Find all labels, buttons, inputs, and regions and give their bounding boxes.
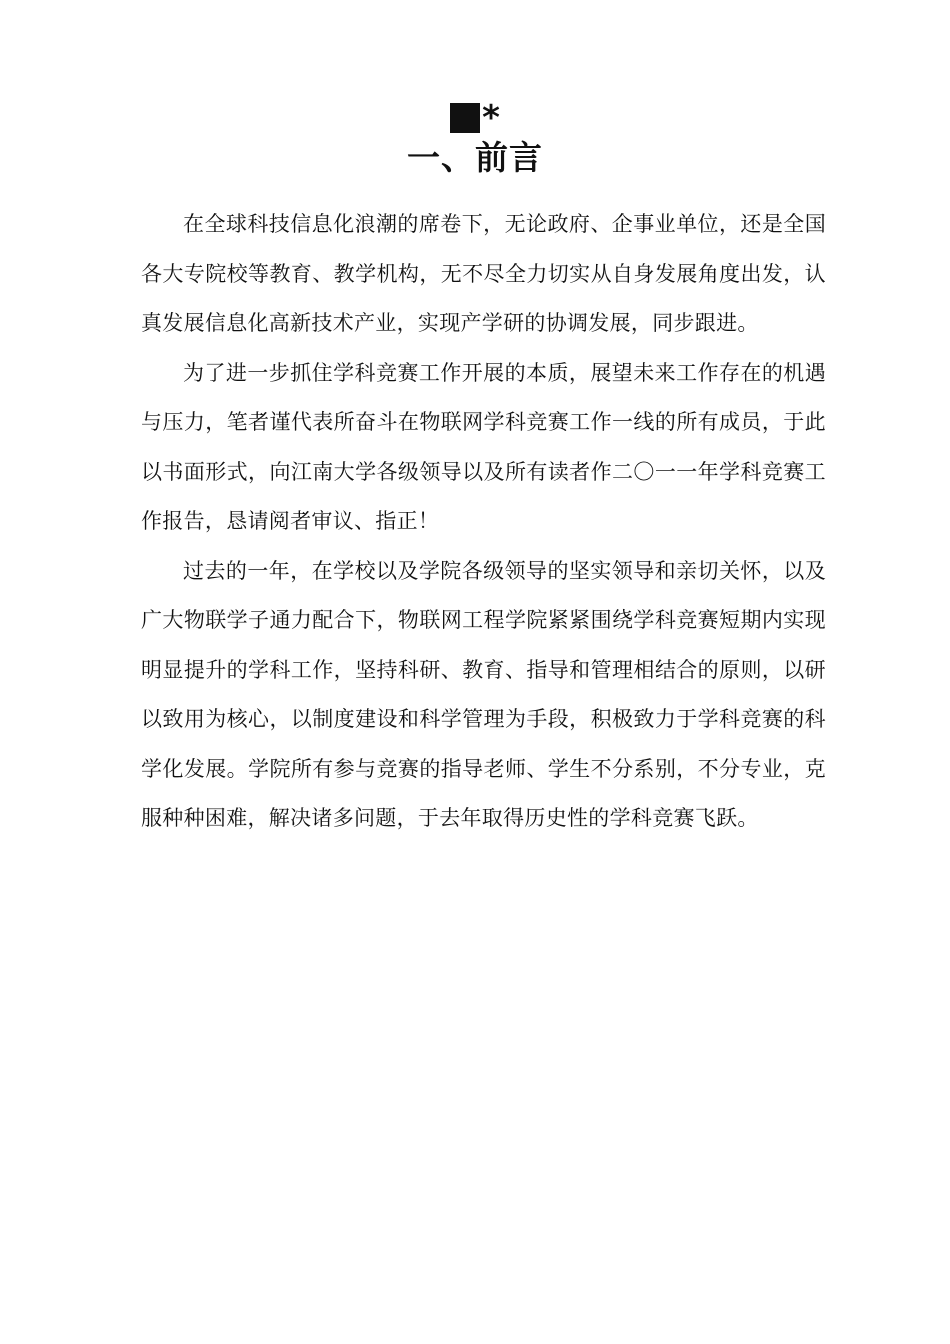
section-title: 一、前言 — [407, 138, 543, 177]
paragraph-2: 为了进一步抓住学科竞赛工作开展的本质，展望未来工作存在的机遇与压力，笔者谨代表所奋斗在物联网学科竞赛工作一线的所有成员，于此以书面形式，向江南大学各级领导以及所有读者作二〇一一年学科竞赛工作报告，恳请阅者审议、指正！ — [141, 360, 826, 533]
black-square-mark — [450, 103, 480, 133]
paragraph-3: 过去的一年，在学校以及学院各级领导的坚实领导和亲切关怀，以及广大物联学子通力配合下，物联网工程学院紧紧围绕学科竞赛短期内实现明显提升的学科工作，坚持科研、教育、指导和管理相结合的原则，以研以致用为核心，以制度建设和科学管理为手段，积极致力于学科竞赛的科学化发展。学院所有参与竞赛的指导老师、学生不分系别，不分专业，克服种种困难，解决诸多问题，于去年取得历史性的学科竞赛飞跃。 — [141, 558, 826, 830]
document-body — [141, 200, 826, 844]
asterisk-mark: * — [482, 97, 500, 138]
paragraph-1: 在全球科技信息化浪潮的席卷下，无论政府、企事业单位，还是全国各大专院校等教育、教学机构，无不尽全力切实从自身发展角度出发，认真发展信息化高新技术产业，实现产学研的协调发展，同步跟进。 — [141, 212, 826, 335]
header-mark — [0, 97, 950, 137]
